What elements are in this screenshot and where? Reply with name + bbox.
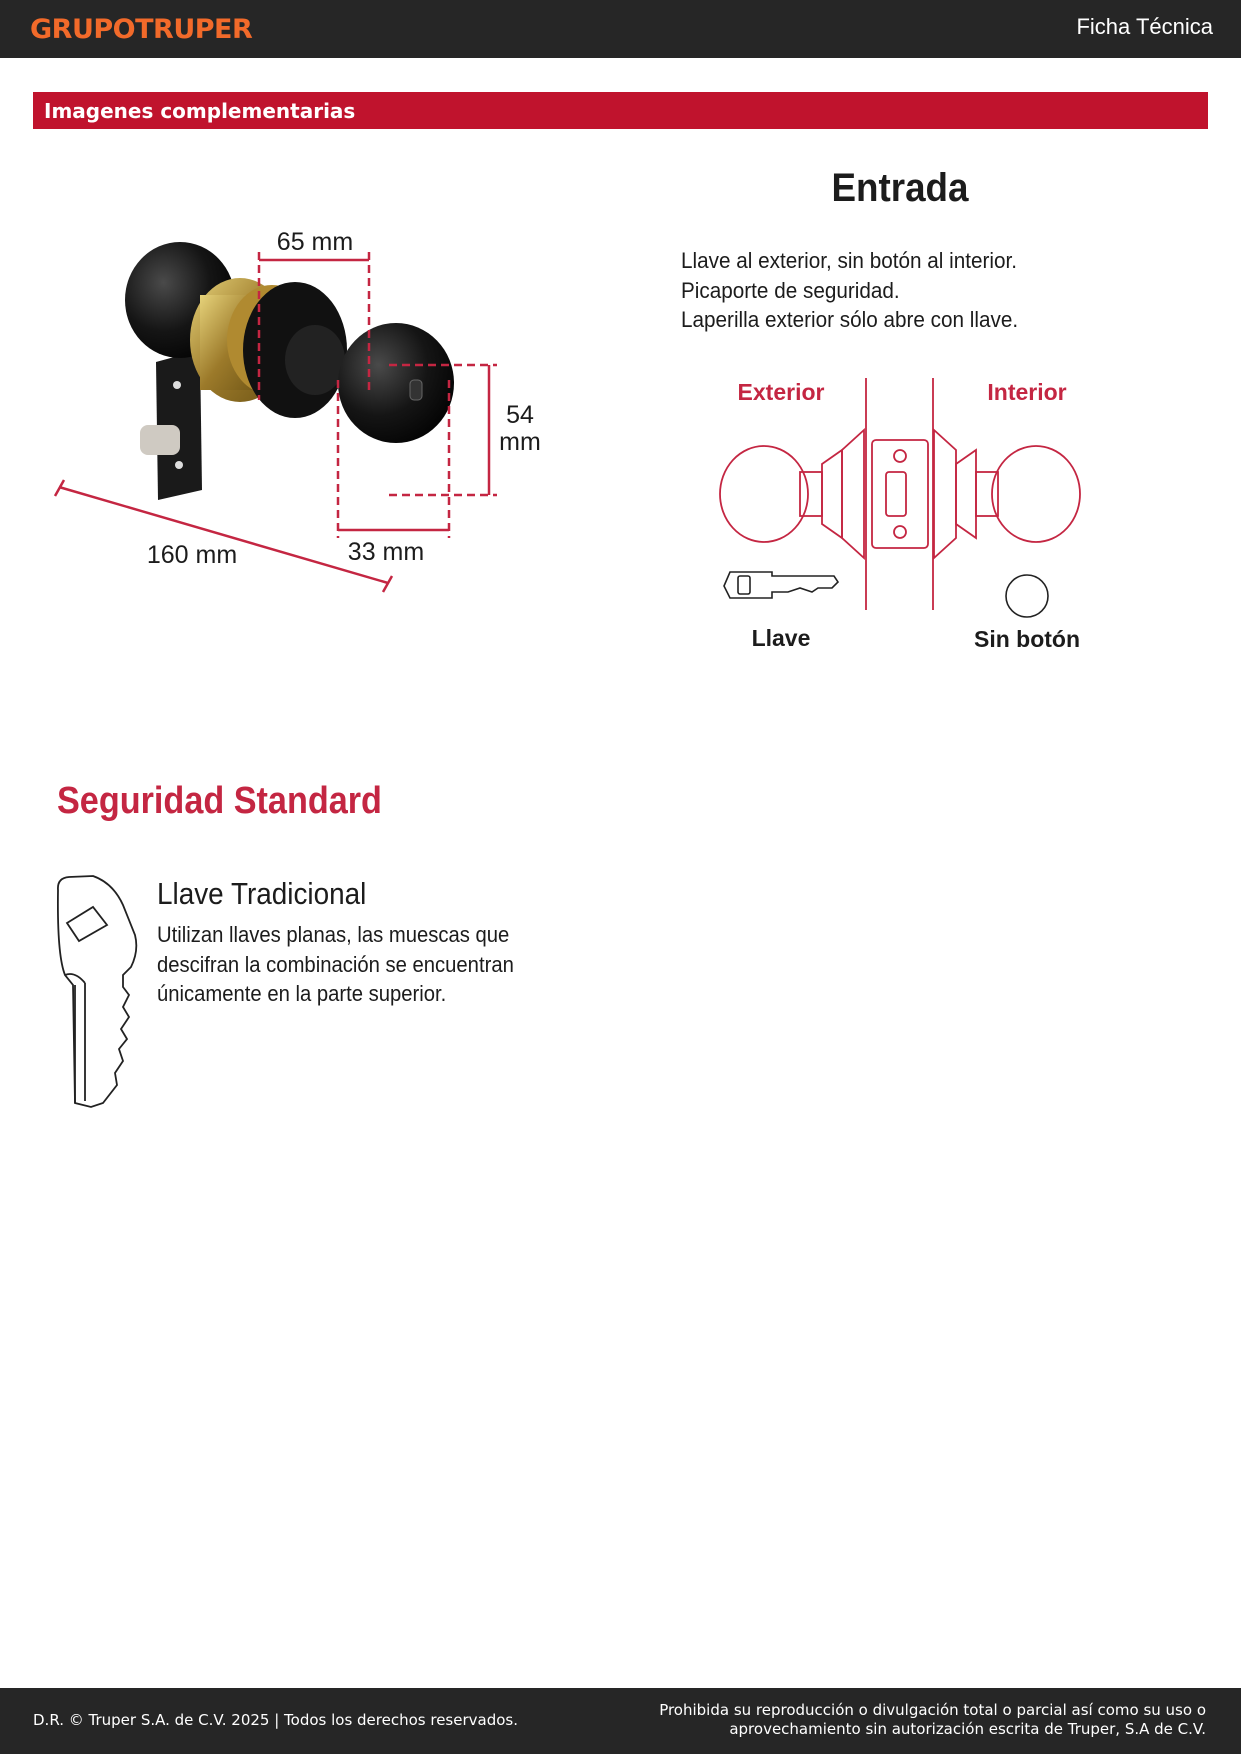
function-desc-line: Llave al exterior, sin botón al interior. — [681, 248, 1018, 273]
interior-label: Interior — [987, 379, 1067, 405]
lock-photo — [125, 242, 454, 500]
key-type-title: Llave Tradicional — [157, 876, 367, 911]
dim-height-value: 54 — [506, 401, 534, 429]
section-header — [33, 92, 1208, 129]
footer-legal-line: aprovechamiento sin autorización escrita de Truper, S.A de C.V. — [729, 1720, 1206, 1738]
document-type: Ficha Técnica — [1076, 14, 1213, 39]
brand-word-truper: TRUPER — [135, 14, 253, 45]
header-bar — [0, 0, 1241, 58]
function-desc-line: Laperilla exterior sólo abre con llave. — [681, 307, 1019, 332]
exterior-label: Exterior — [737, 379, 825, 405]
key-icon — [724, 572, 838, 598]
dim-width-top: 65 mm — [276, 228, 354, 256]
brand-logo — [30, 14, 252, 45]
key-desc-line: Utilizan llaves planas, las muescas que — [157, 922, 510, 947]
function-description — [681, 246, 1201, 335]
button-absent-icon — [1006, 575, 1048, 617]
key-desc-line: únicamente en la parte superior. — [157, 981, 447, 1006]
section-title: Imagenes complementarias — [44, 99, 356, 123]
key-type-description — [157, 920, 637, 1009]
function-diagram — [700, 370, 1100, 660]
footer-copyright: D.R. © Truper S.A. de C.V. 2025 | Todos los derechos reservados. — [33, 1711, 518, 1729]
key-label: Llave — [751, 625, 811, 651]
footer-legal — [659, 1701, 1206, 1739]
lock-dimension-drawing — [40, 200, 560, 600]
security-title: Seguridad Standard — [57, 780, 382, 822]
footer-bar — [0, 1688, 1241, 1754]
traditional-key-icon — [55, 875, 145, 1110]
function-desc-line: Picaporte de seguridad. — [681, 277, 900, 303]
dim-total-length: 160 mm — [146, 541, 238, 569]
brand-word-grupo: GRUPO — [30, 14, 136, 45]
footer-legal-line: Prohibida su reproducción o divulgación total o parcial así como su uso o — [659, 1701, 1206, 1719]
dim-knob-depth: 33 mm — [347, 538, 425, 566]
key-desc-line: descifran la combinación se encuentran — [157, 951, 514, 977]
dim-height-unit: mm — [499, 428, 541, 456]
function-title: Entrada — [831, 166, 969, 210]
button-label: Sin botón — [973, 626, 1081, 652]
